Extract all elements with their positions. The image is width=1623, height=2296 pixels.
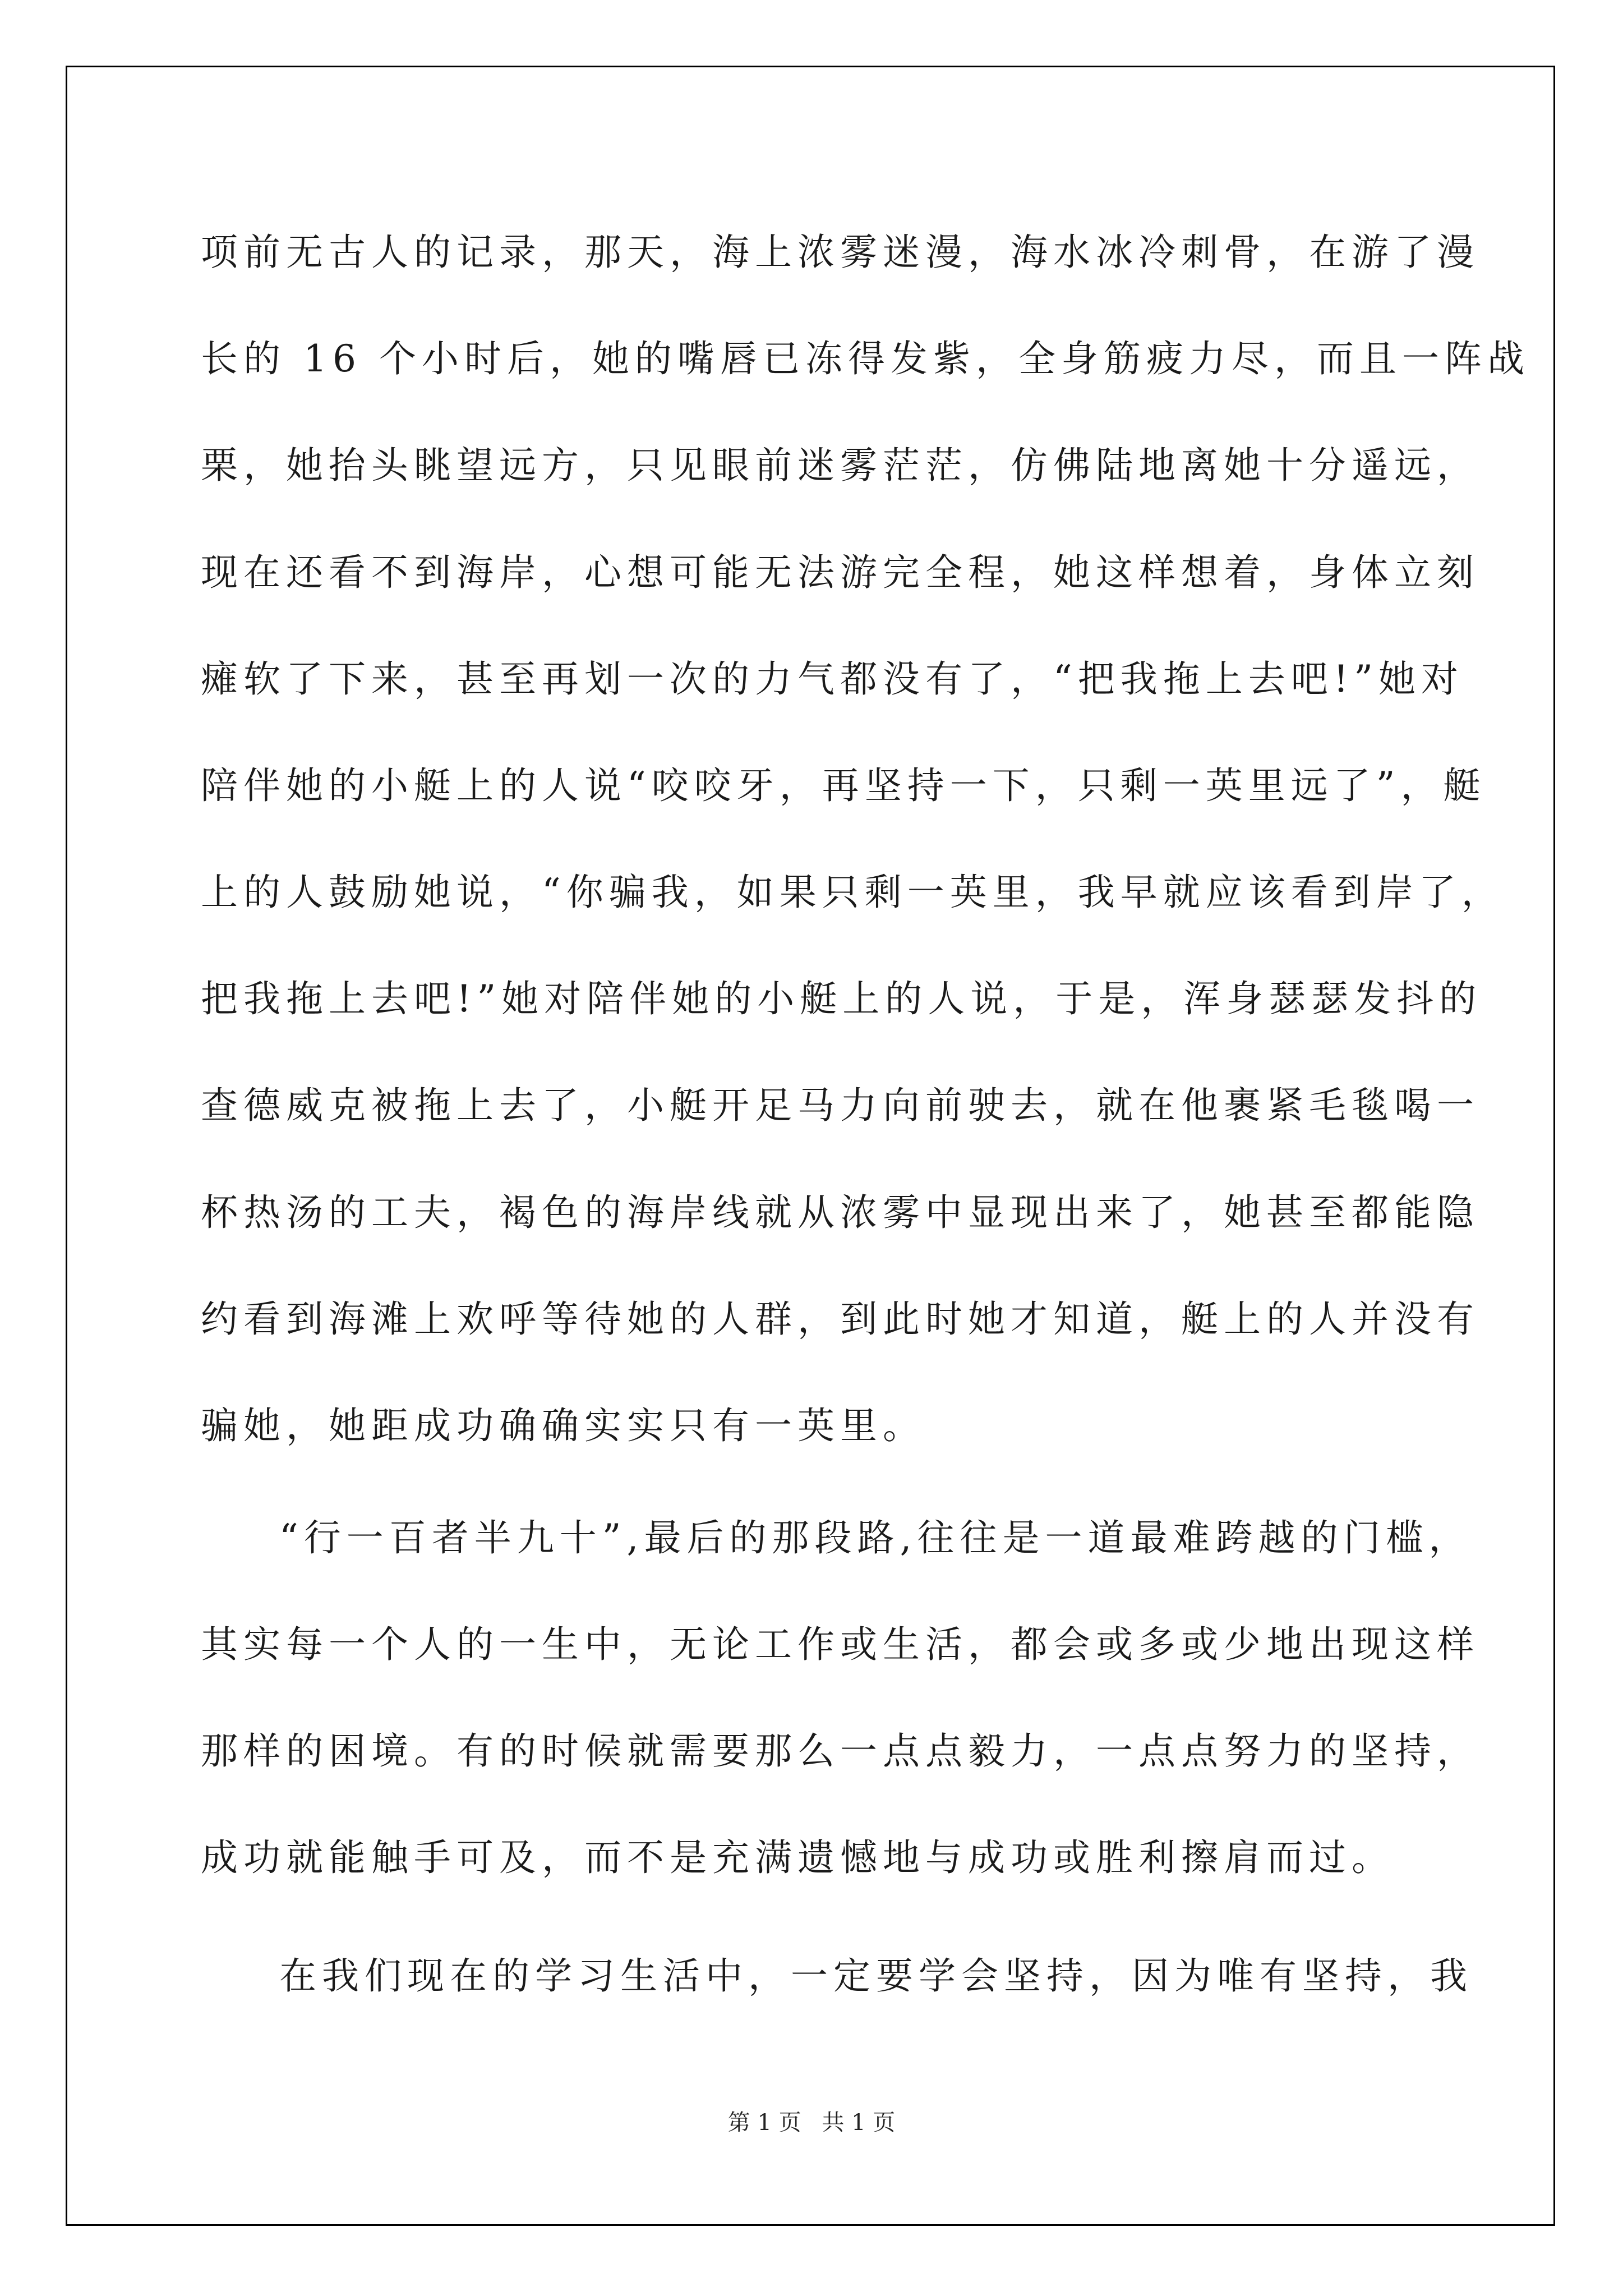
text-line-17: 在我们现在的学习生活中，一定要学会坚持，因为唯有坚持，我 bbox=[279, 1954, 1473, 1998]
text-line-1: 项前无古人的记录，那天，海上浓雾迷漫，海水冰冷刺骨，在游了漫 bbox=[201, 231, 1479, 274]
page-number: 第 1 页 bbox=[727, 2110, 801, 2136]
text-line-9: 查德威克被拖上去了，小艇开足马力向前驶去，就在他裹紧毛毯喝一 bbox=[201, 1084, 1479, 1127]
page-border bbox=[66, 66, 1555, 2226]
text-line-6: 陪伴她的小艇上的人说“咬咬牙，再坚持一下，只剩一英里远了”，艇 bbox=[201, 764, 1486, 807]
text-line-14: 其实每一个人的一生中，无论工作或生活，都会或多或少地出现这样 bbox=[201, 1623, 1479, 1666]
text-line-8: 把我拖上去吧!”她对陪伴她的小艇上的人说，于是，浑身瑟瑟发抖的 bbox=[201, 977, 1482, 1020]
text-line-16: 成功就能触手可及，而不是充满遗憾地与成功或胜利擦肩而过。 bbox=[201, 1836, 1394, 1879]
text-line-13: “行一百者半九十”,最后的那段路,往往是一道最难跨越的门槛， bbox=[279, 1516, 1472, 1559]
text-line-3: 栗，她抬头眺望远方，只见眼前迷雾茫茫，仿佛陆地离她十分遥远， bbox=[201, 444, 1479, 487]
page-footer bbox=[0, 2105, 1623, 2137]
text-line-11: 约看到海滩上欢呼等待她的人群，到此时她才知道，艇上的人并没有 bbox=[201, 1297, 1479, 1341]
text-line-5: 瘫软了下来，甚至再划一次的力气都没有了，“把我拖上去吧!”她对 bbox=[201, 657, 1464, 701]
text-line-10: 杯热汤的工夫，褐色的海岸线就从浓雾中显现出来了，她甚至都能隐 bbox=[201, 1191, 1479, 1234]
text-line-12: 骗她，她距成功确确实实只有一英里。 bbox=[201, 1404, 925, 1447]
text-line-2: 长的 16 个小时后，她的嘴唇已冻得发紫，全身筋疲力尽，而且一阵战 bbox=[201, 337, 1530, 380]
text-line-15: 那样的困境。有的时候就需要那么一点点毅力，一点点努力的坚持， bbox=[201, 1729, 1479, 1773]
text-line-4: 现在还看不到海岸，心想可能无法游完全程，她这样想着，身体立刻 bbox=[201, 551, 1479, 594]
page-total: 共 1 页 bbox=[822, 2110, 896, 2136]
text-line-7: 上的人鼓励她说，“你骗我，如果只剩一英里，我早就应该看到岸了， bbox=[201, 871, 1504, 914]
